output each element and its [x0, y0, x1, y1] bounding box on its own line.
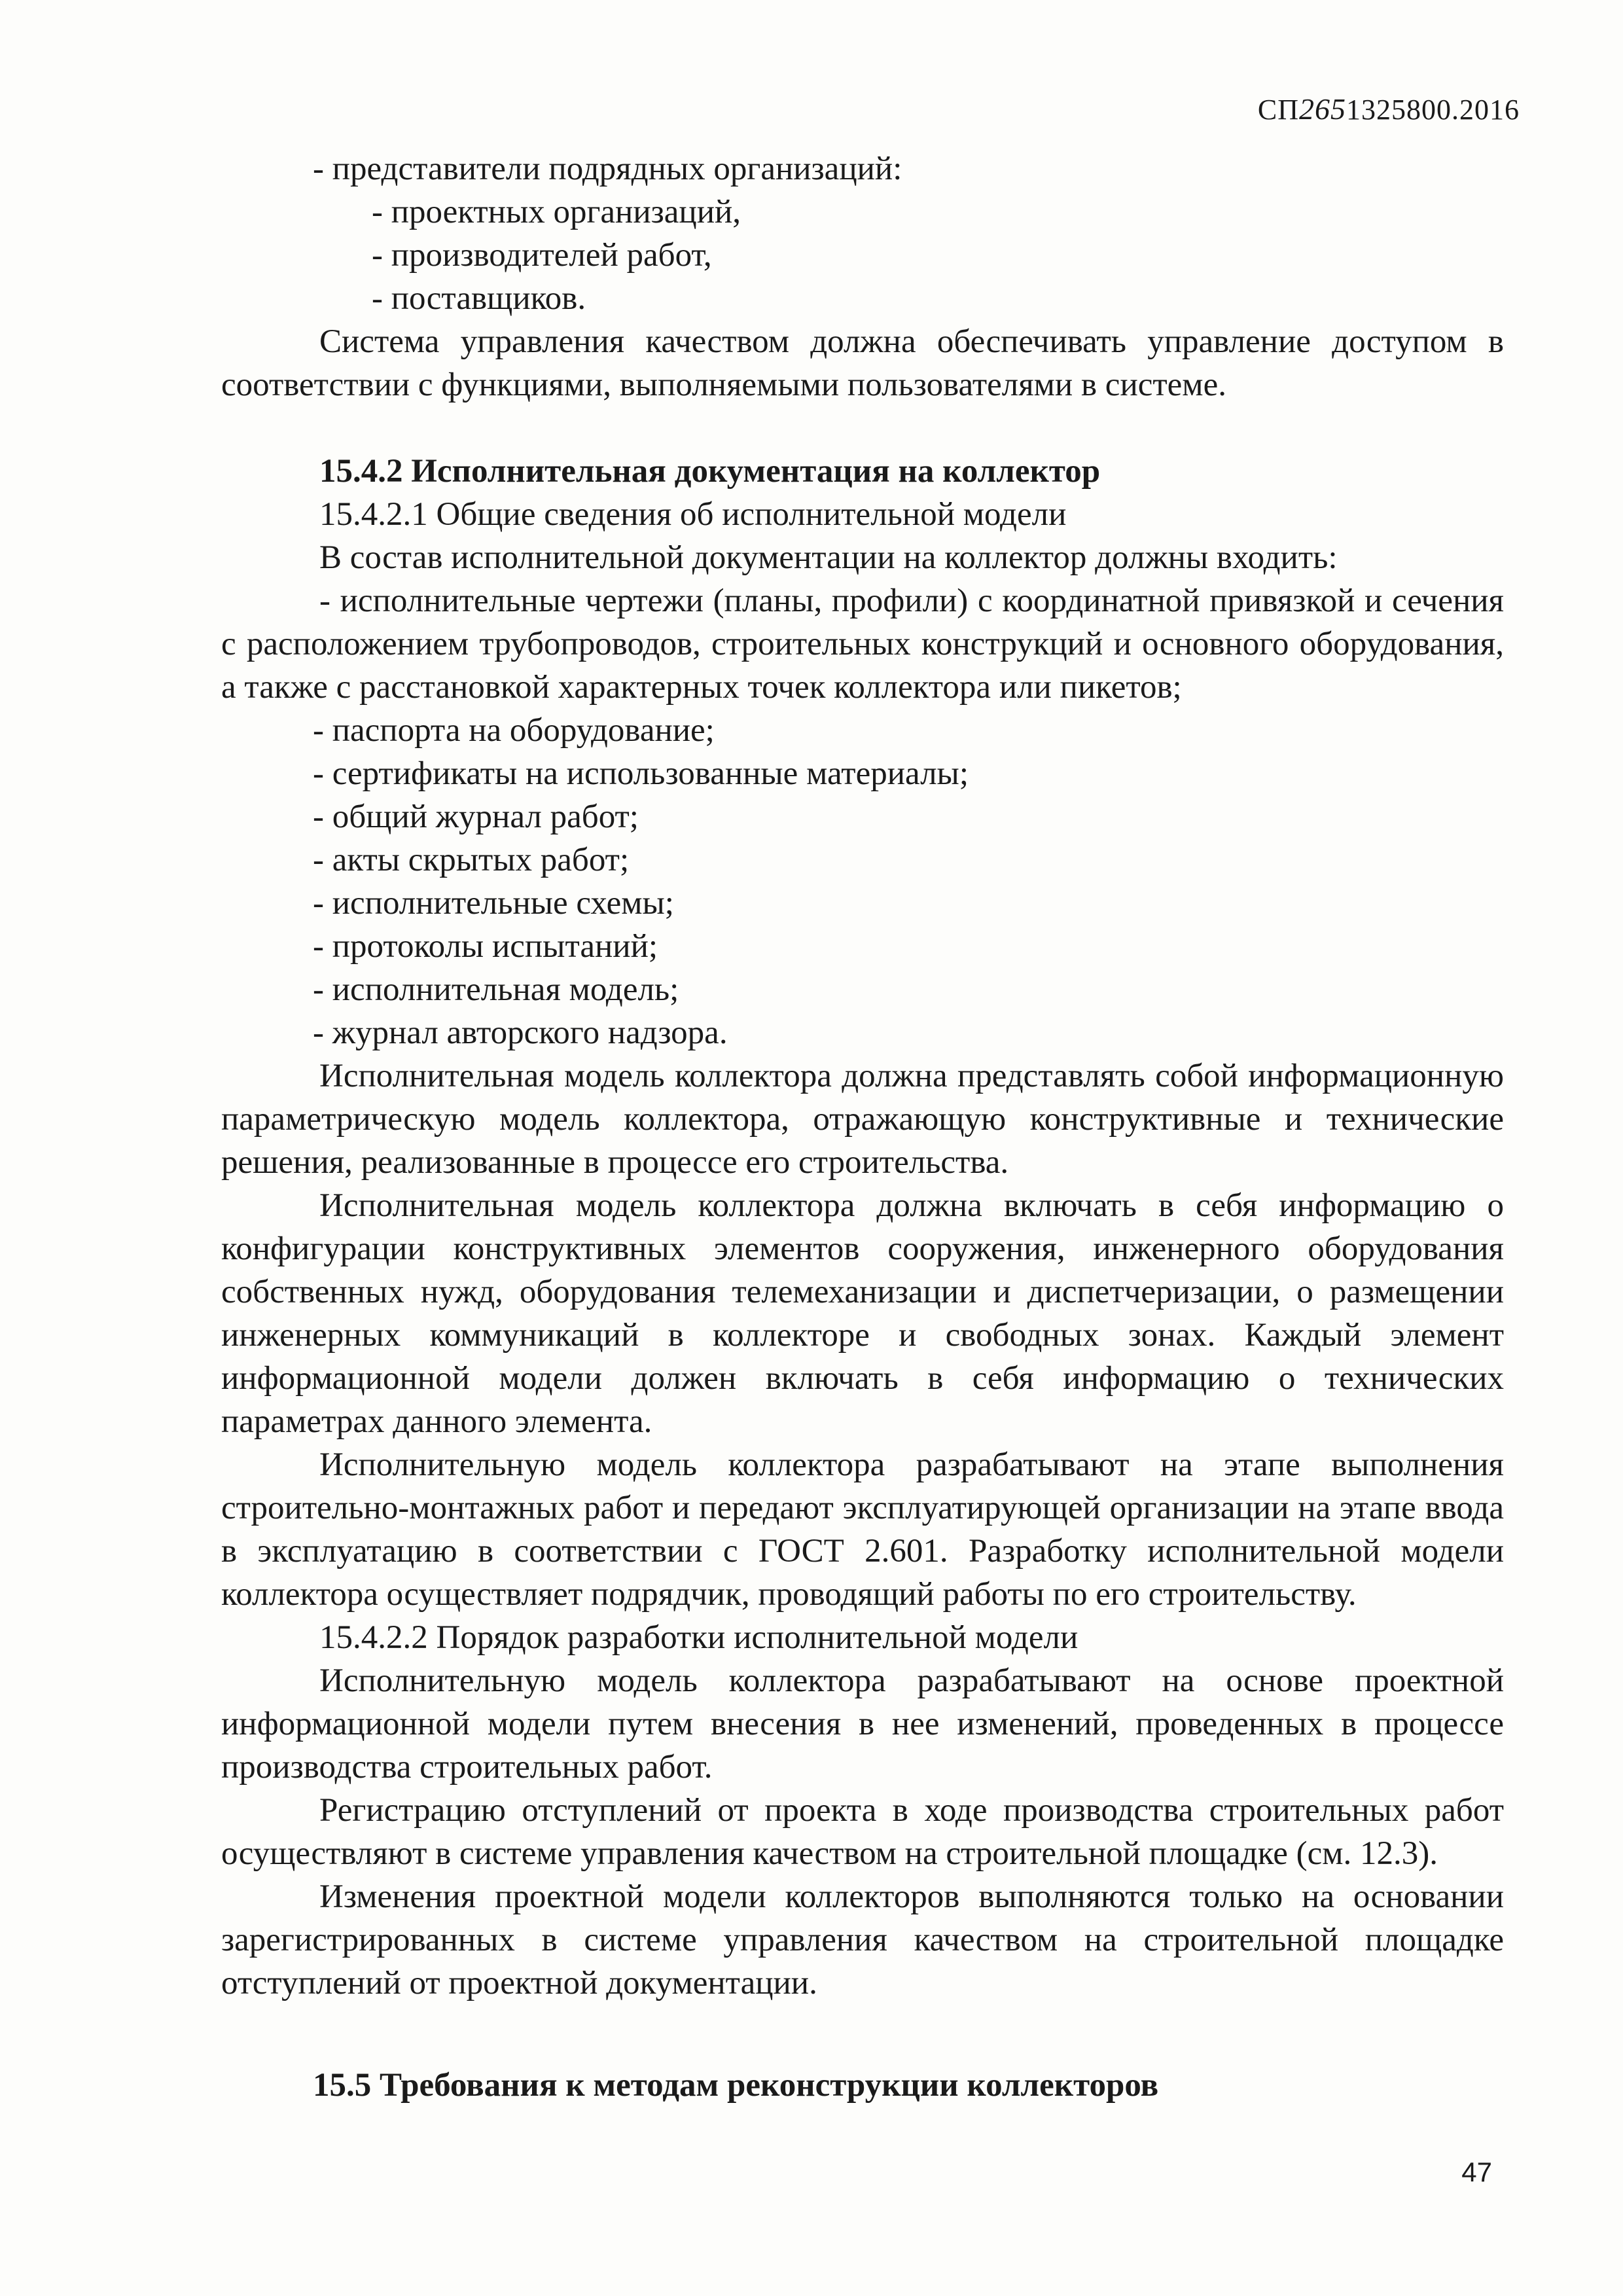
list-item: - исполнительная модель; [313, 971, 679, 1008]
list-item: - акты скрытых работ; [313, 842, 630, 878]
document-body [221, 147, 1504, 2107]
list-item: - общий журнал работ; [313, 798, 639, 835]
code-suffix: 1325800.2016 [1346, 94, 1520, 126]
subsection-title-15-4-2-1: 15.4.2.1 Общие сведения об исполнительной модели [319, 496, 1067, 533]
list-item: - журнал авторского надзора. [313, 1014, 728, 1051]
list-item: - поставщиков. [372, 280, 586, 317]
list-intro: - представители подрядных организаций: [313, 151, 902, 187]
paragraph: Изменения проектной модели коллекторов выполняются только на основании зарегистрированных в системе управления качеством на строительной площадке отступлений от проектной документации. [221, 1878, 1504, 2001]
paragraph: Исполнительную модель коллектора разрабатывают на этапе выполнения строительно-монтажных работ и передают эксплуатирующей организации на этапе ввода в эксплуатацию в соответствии с ГОСТ 2.601. Разработку исполнительной модели коллектора осуществляет подрядчик, проводящий работы по его строительству. [221, 1446, 1504, 1613]
paragraph-system-access: Система управления качеством должна обеспечивать управление доступом в соответствии с функциями, выполняемыми пользователями в системе. [221, 323, 1504, 403]
section-heading-15-4-2: 15.4.2 Исполнительная документация на коллектор [319, 453, 1101, 490]
list-item: - производителей работ, [372, 237, 712, 274]
document-code [1258, 92, 1520, 126]
list-item: - паспорта на оборудование; [313, 712, 715, 749]
code-prefix: СП [1257, 94, 1299, 126]
list-item: - сертификаты на использованные материалы; [313, 755, 969, 792]
list-intro: В состав исполнительной документации на коллектор должны входить: [319, 539, 1338, 576]
paragraph: Исполнительную модель коллектора разрабатывают на основе проектной информационной модели путем внесения в нее изменений, проведенных в процессе производства строительных работ. [221, 1662, 1504, 1785]
paragraph: Регистрацию отступлений от проекта в ходе производства строительных работ осуществляют в системе управления качеством на строительной площадке (см. 12.3). [221, 1792, 1504, 1872]
list-item-long: - исполнительные чертежи (планы, профили) с координатной привязкой и сечения с расположением трубопроводов, строительных конструкций и основного оборудования, а также с расстановкой характерных точек коллектора или пикетов; [221, 583, 1504, 706]
section-heading-15-5: 15.5 Требования к методам реконструкции коллекторов [313, 2067, 1159, 2104]
list-item: - протоколы испытаний; [313, 928, 658, 965]
paragraph: Исполнительная модель коллектора должна включать в себя информацию о конфигурации конструктивных элементов сооружения, инженерного оборудования собственных нужд, оборудования телемеханизации и диспетчеризации, о размещении инженерных коммуникаций в коллекторе и свободных зонах. Каждый элемент информационной модели должен включать в себя информацию о технических параметрах данного элемента. [221, 1187, 1504, 1440]
subsection-title-15-4-2-2: 15.4.2.2 Порядок разработки исполнительной модели [319, 1619, 1079, 1656]
page-number: 47 [1461, 2157, 1492, 2187]
paragraph: Исполнительная модель коллектора должна представлять собой информационную параметрическую модель коллектора, отражающую конструктивные и технические решения, реализованные в процессе его строительства. [221, 1058, 1504, 1181]
list-item: - проектных организаций, [372, 194, 741, 230]
handwritten-code-number: 265 [1299, 92, 1346, 126]
list-item: - исполнительные схемы; [313, 885, 674, 922]
